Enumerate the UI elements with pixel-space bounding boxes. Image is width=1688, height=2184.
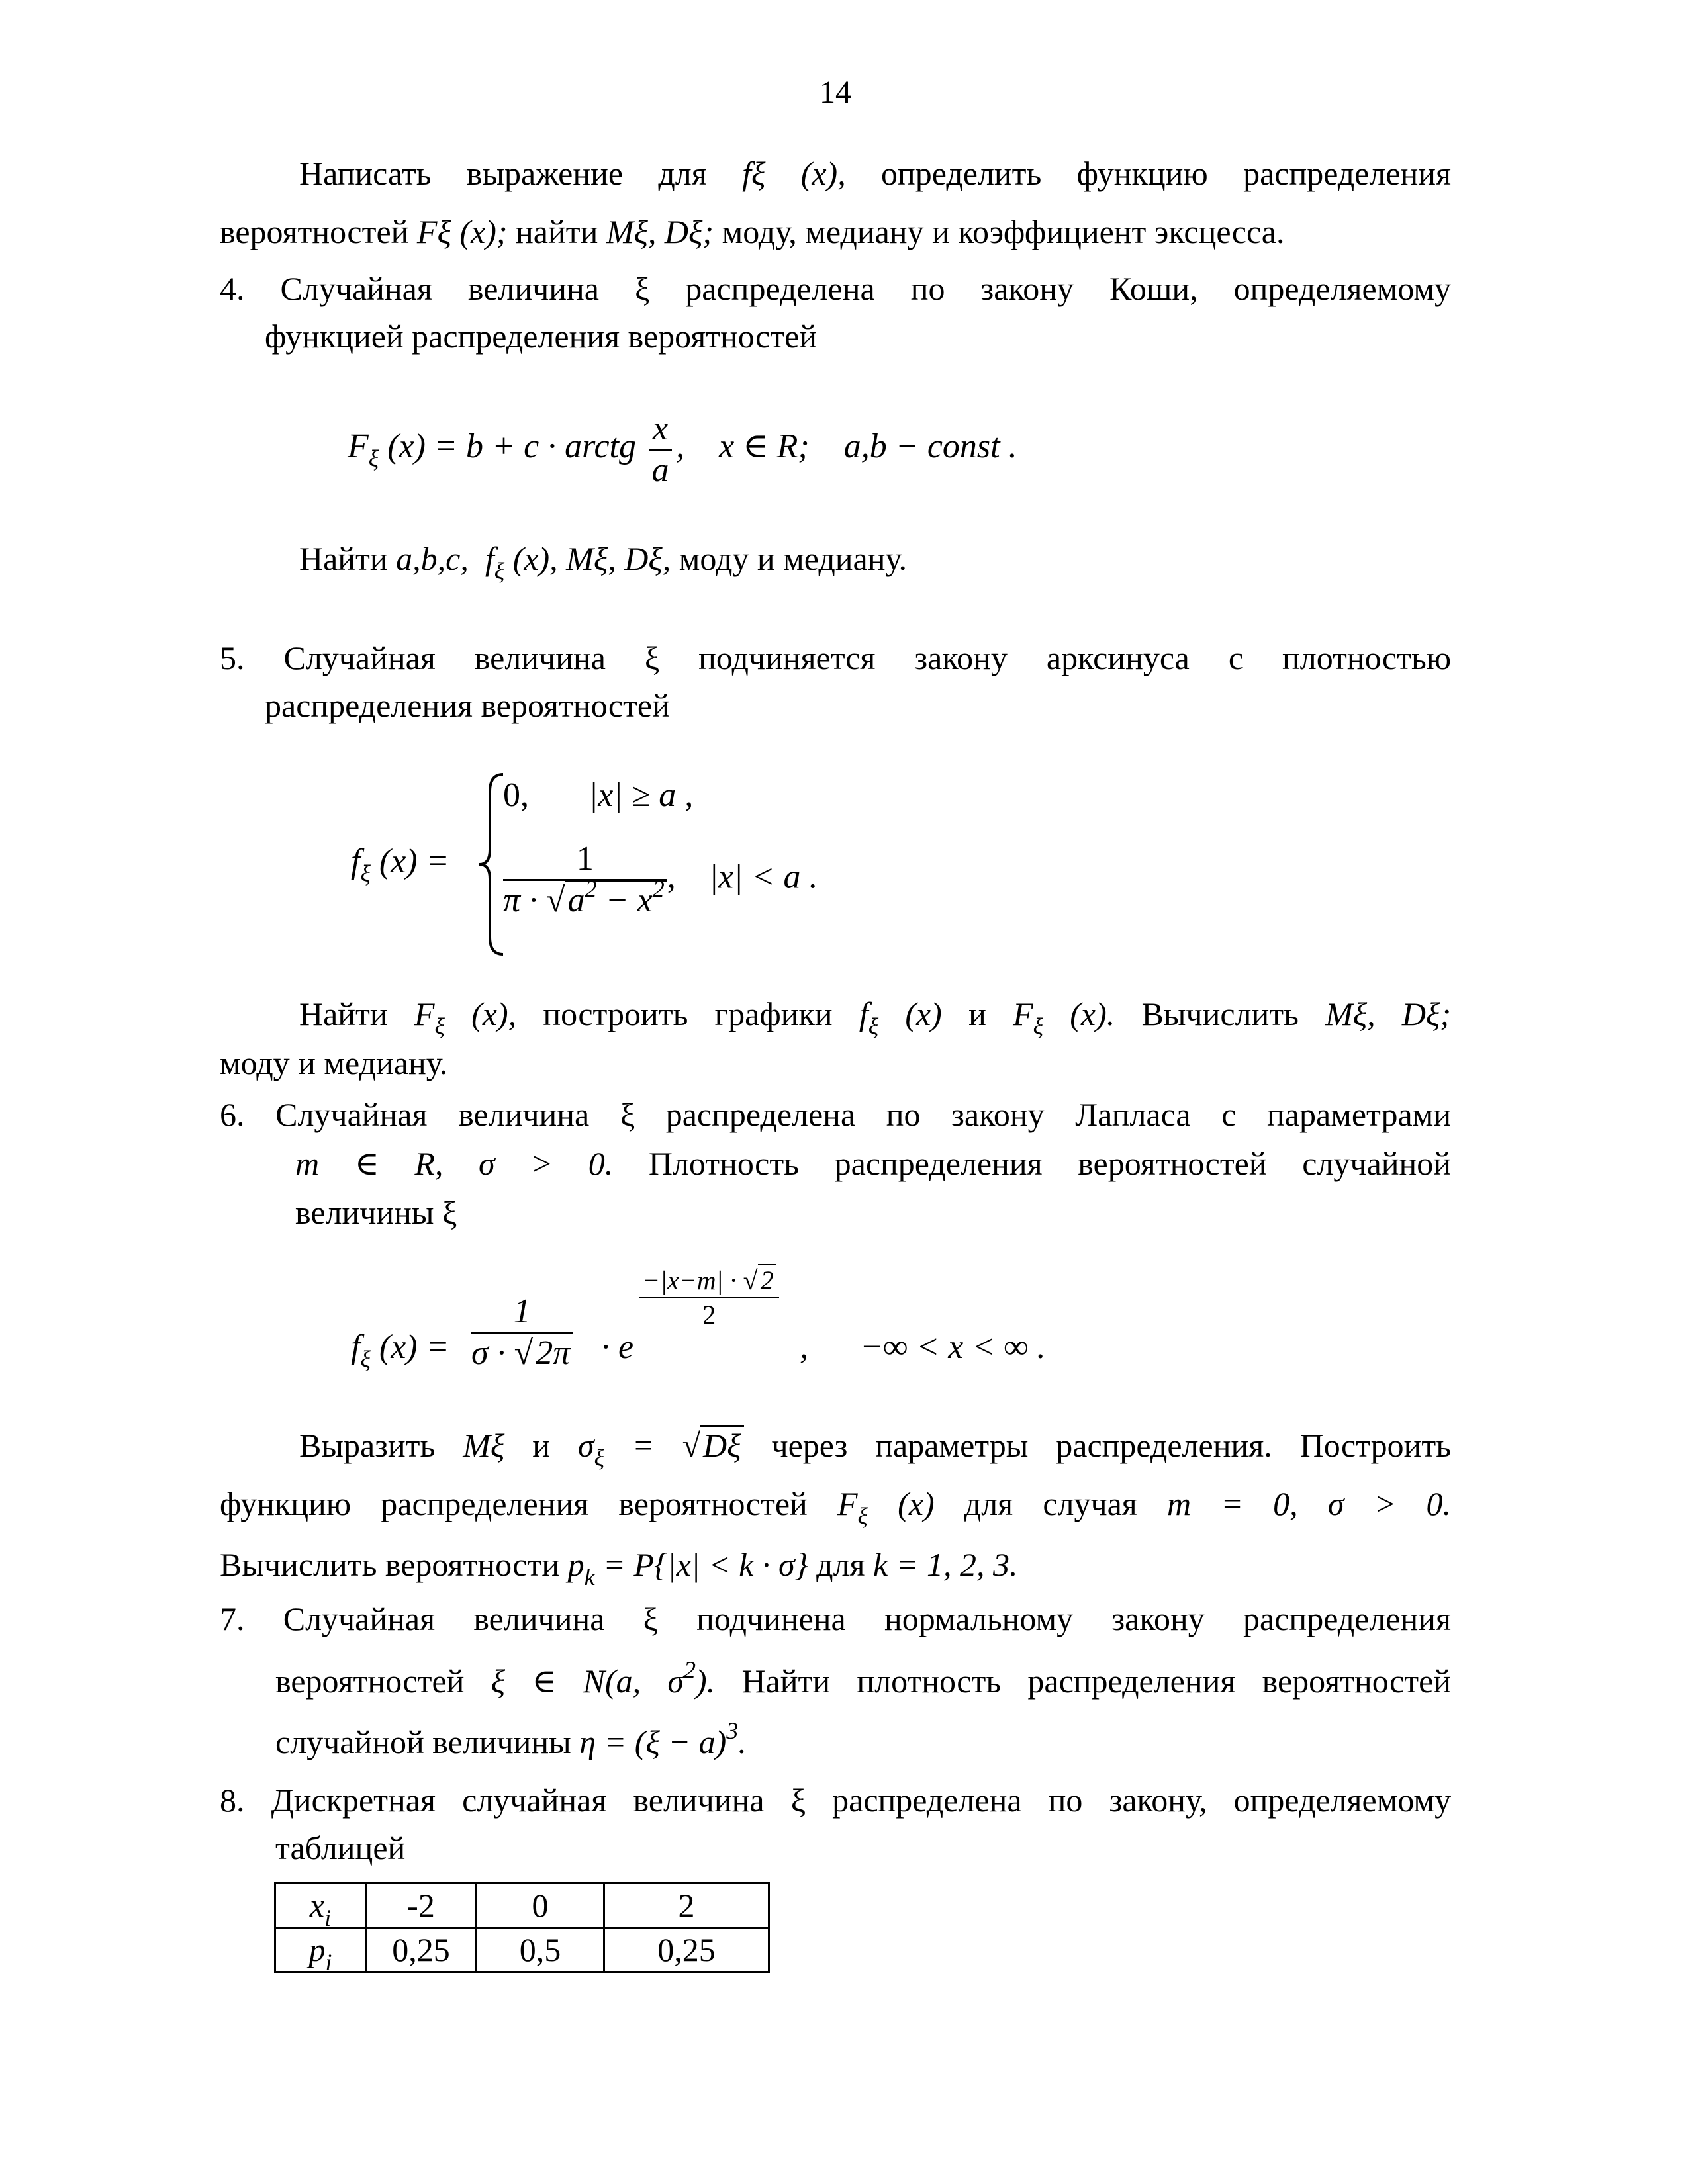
- problem-6-line-1: 6. Случайная величина ξ распределена по закону Лапласа с параметрами: [220, 1096, 1452, 1133]
- problem-5-line-1: 5. Случайная величина ξ подчиняется закону арксинуса с плотностью: [220, 639, 1452, 676]
- problem-6-line-2: m ∈ R, σ > 0. Плотность распределения вероятностей случайной: [295, 1145, 1452, 1182]
- problem-8-line-1: 8. Дискретная случайная величина ξ распределена по закону, определяемому: [220, 1782, 1452, 1819]
- table-row: [275, 1884, 769, 1928]
- table-cell: 0: [477, 1884, 604, 1928]
- problem-5-task-line-1: Найти $F_\xi$ (x), построить графики $f_\xi$ (x) и $F_\xi$ (x). Вычислить Mξ, Dξ;: [299, 995, 1452, 1040]
- distribution-table: [274, 1882, 770, 1976]
- page-number: 14: [820, 75, 851, 110]
- problem-4-formula: $F_\xi$ (x) = b + c · arctg $\frac{x}{a}$ , x ∈ R; a,b − const .: [348, 409, 1017, 489]
- table-cell: 0,5: [477, 1928, 604, 1972]
- problem-7-line-3: случайной величины $\eta = (\xi - a)^3$.: [275, 1717, 747, 1760]
- problem-6-task-line-1: Выразить Mξ и $\sigma_\xi = √D\xi$ через параметры распределения. Построить: [299, 1424, 1451, 1467]
- problem-7-line-2: вероятностей ξ ∈ N(a, $\sigma^2$). Найти плотность распределения вероятностей: [275, 1657, 1452, 1700]
- problem-6-task-line-3: Вычислить вероятности $p_k = P\{|x| < k \cdot \sigma\}$ для k = 1, 2, 3.: [220, 1546, 1018, 1590]
- table-cell: -2: [366, 1884, 477, 1928]
- problem-5-task-line-2: моду и медиану.: [220, 1044, 448, 1081]
- table-cell: $x_i$: [275, 1884, 366, 1928]
- problem-7-line-1: 7. Случайная величина ξ подчинена нормальному закону распределения: [220, 1600, 1452, 1637]
- problem-5-line-2: распределения вероятностей: [265, 687, 670, 724]
- table-cell: 0,25: [366, 1928, 477, 1972]
- table-cell: $p_i$: [275, 1928, 366, 1972]
- intro-line-1: Написать выражение для fξ (x), определить функцию распределения: [299, 155, 1452, 192]
- problem-4-task: Найти a,b,c, $f_\xi$ (x), Mξ, Dξ, моду и медиану.: [299, 540, 907, 584]
- problem-4-line-2: функцией распределения вероятностей: [265, 318, 818, 355]
- intro-line-2: вероятностей Fξ (x); найти Mξ, Dξ; моду, медиану и коэффициент эксцесса.: [220, 213, 1285, 250]
- table-cell: 2: [604, 1884, 769, 1928]
- problem-6-task-line-2: функцию распределения вероятностей $F_\xi$ (x) для случая m = 0, σ > 0.: [220, 1485, 1452, 1529]
- problem-4-line-1: 4. Случайная величина ξ распределена по закону Коши, определяемому: [220, 270, 1452, 307]
- problem-8-line-2: таблицей: [275, 1829, 406, 1866]
- table-cell: 0,25: [604, 1928, 769, 1972]
- table-row: [275, 1928, 769, 1972]
- problem-6-line-3: величины ξ: [295, 1194, 457, 1231]
